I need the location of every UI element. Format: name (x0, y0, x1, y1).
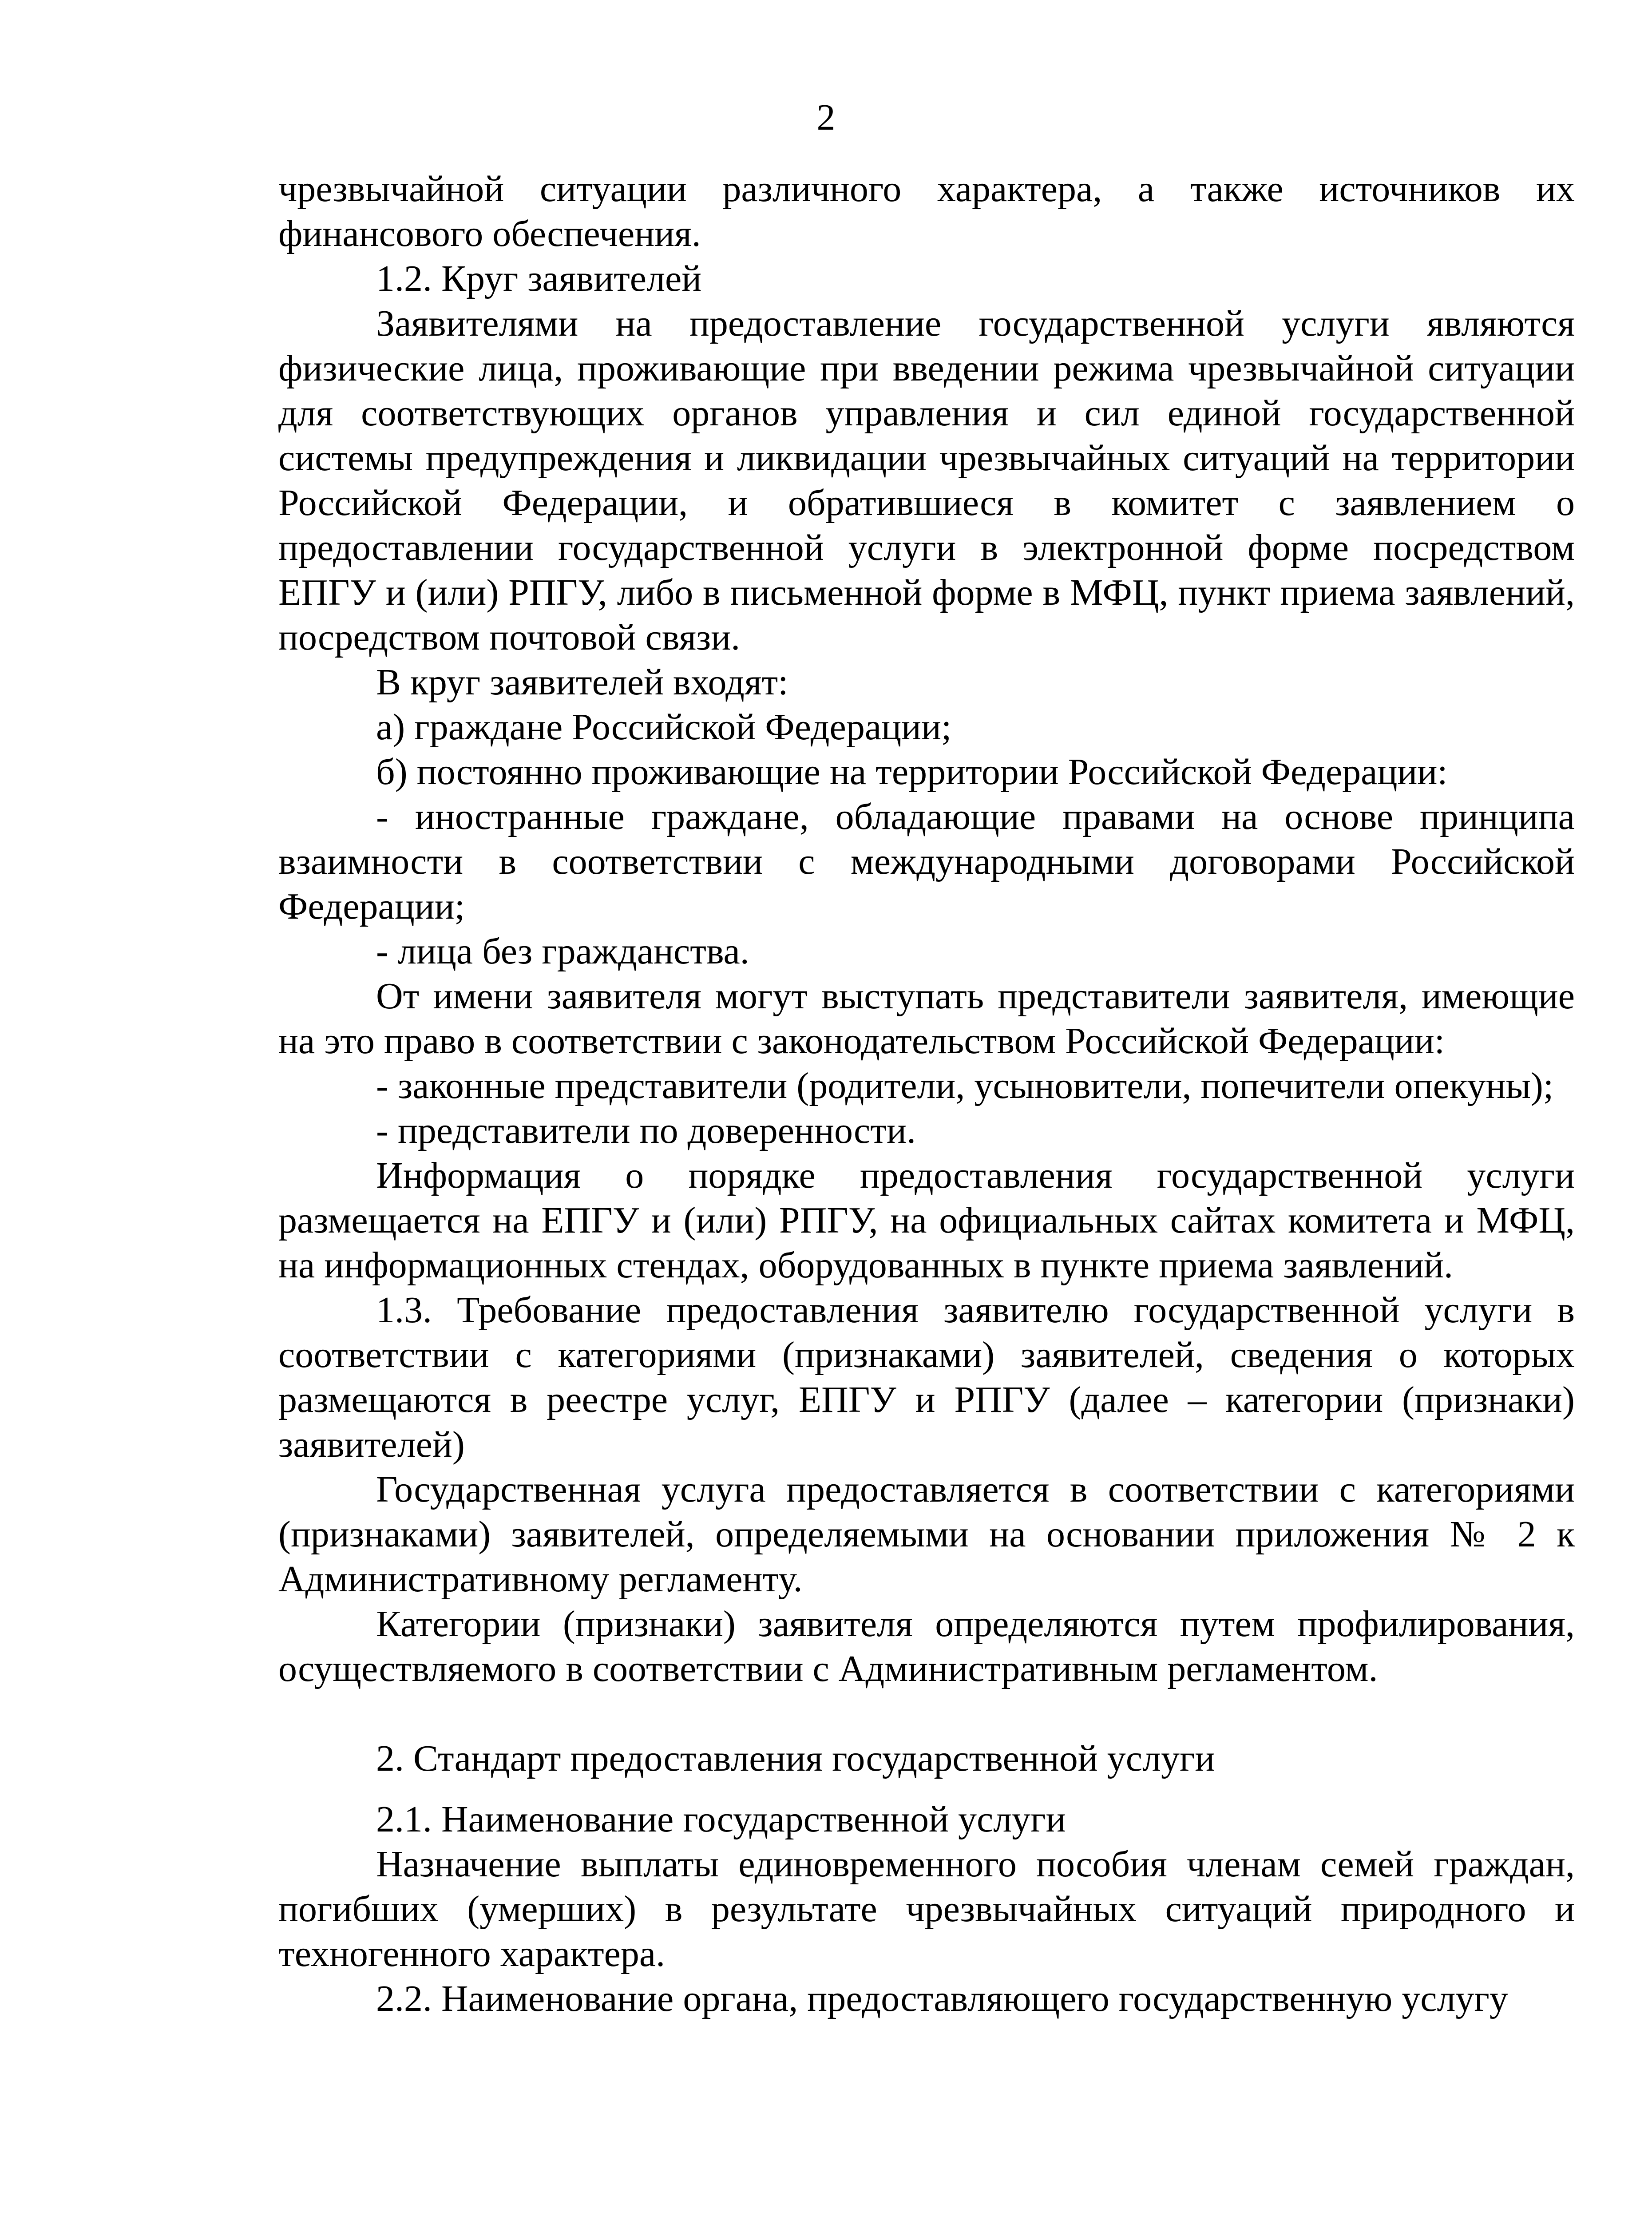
paragraph-representatives: От имени заявителя могут выступать представители заявителя, имеющие на это право в соответствии с законодательством Российской Федерации: (278, 975, 1575, 1062)
paragraph-continuation: чрезвычайной ситуации различного характера, а также источников их финансового обеспечения. (278, 168, 1575, 254)
list-item-proxy-representatives: - представители по доверенности. (376, 1110, 916, 1151)
subsection-heading-2-2: 2.2. Наименование органа, предоставляющего государственную услугу (376, 1978, 1508, 2019)
paragraph-profiling: Категории (признаки) заявителя определяются путем профилирования, осуществляемого в соответствии с Административным регламентом. (278, 1603, 1575, 1689)
paragraph-categories: Государственная услуга предоставляется в соответствии с категориями (признаками) заявителей, определяемыми на основании приложения № 2 к Административному регламенту. (278, 1469, 1575, 1600)
subsection-heading-1-3: 1.3. Требование предоставления заявителю государственной услуги в соответствии с категориями (признаками) заявителей, сведения о которых размещаются в реестре услуг, ЕПГУ и РПГУ (далее – категории (признаки) заявителей) (278, 1289, 1575, 1465)
list-item-a: а) граждане Российской Федерации; (376, 706, 952, 748)
section-heading-2: 2. Стандарт предоставления государственной услуги (376, 1738, 1215, 1779)
subsection-heading-1-2: 1.2. Круг заявителей (376, 258, 702, 299)
paragraph-information: Информация о порядке предоставления государственной услуги размещается на ЕПГУ и (или) РПГУ, на официальных сайтах комитета и МФЦ, на информационных стендах, оборудованных в пункте приема заявлений. (278, 1155, 1575, 1286)
page-number: 2 (816, 97, 836, 138)
list-item-b: б) постоянно проживающие на территории Российской Федерации: (376, 751, 1448, 793)
list-item-foreign-citizens: - иностранные граждане, обладающие правами на основе принципа взаимности в соответствии с международными договорами Российской Федерации; (278, 796, 1575, 927)
list-item-legal-representatives: - законные представители (родители, усыновители, попечители опекуны); (376, 1065, 1554, 1106)
paragraph-applicants: Заявителями на предоставление государственной услуги являются физические лица, проживающие при введении режима чрезвычайной ситуации для соответствующих органов управления и сил единой государственной системы предупреждения и ликвидации чрезвычайных ситуаций на территории Российской Федерации, и обратившиеся в комитет с заявлением о предоставлении государственной услуги в электронной форме посредством ЕПГУ и (или) РПГУ, либо в письменной форме в МФЦ, пункт приема заявлений, посредством почтовой связи. (278, 303, 1575, 658)
document-body (278, 166, 1575, 2021)
subsection-heading-2-1: 2.1. Наименование государственной услуги (376, 1799, 1066, 1840)
paragraph-service-name: Назначение выплаты единовременного пособия членам семей граждан, погибших (умерших) в результате чрезвычайных ситуаций природного и техногенного характера. (278, 1843, 1575, 1974)
list-item-stateless: - лица без гражданства. (376, 931, 749, 972)
paragraph-applicants-include: В круг заявителей входят: (376, 662, 788, 703)
